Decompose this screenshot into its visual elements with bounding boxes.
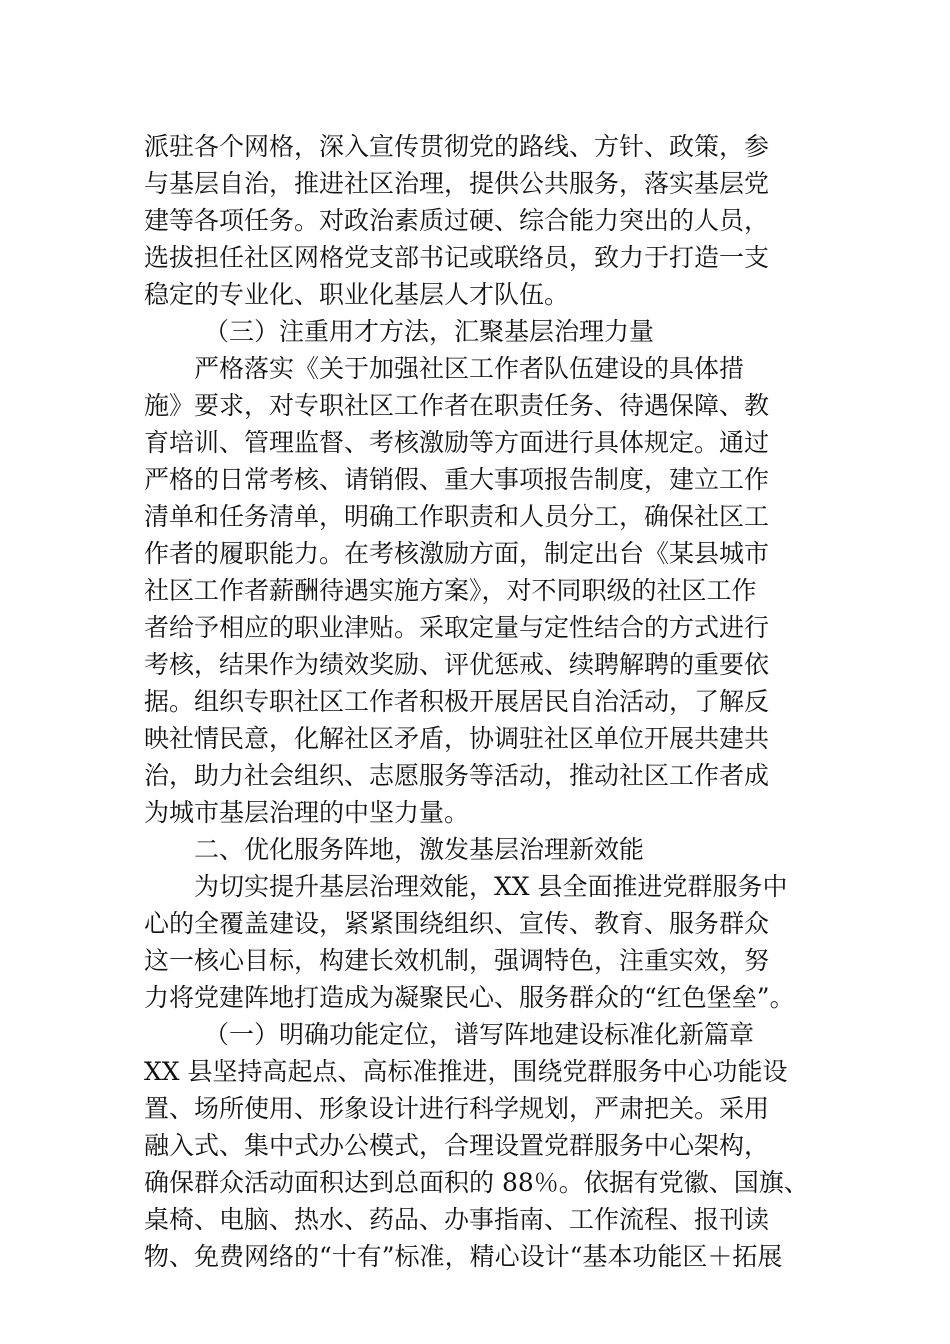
body-line: 作者的履职能力。在考核激励方面，制定出台《某县城市 [144, 539, 770, 568]
body-line: 施》要求，对专职社区工作者在职责任务、待遇保障、教 [144, 391, 770, 420]
body-line: 映社情民意，化解社区矛盾，协调驻社区单位开展共建共 [144, 724, 770, 753]
body-line: 与基层自治，推进社区治理，提供公共服务，落实基层党 [144, 169, 770, 198]
body-line: 者给予相应的职业津贴。采取定量与定性结合的方式进行 [144, 613, 770, 642]
body-line: 力将党建阵地打造成为凝聚民心、服务群众的“红色堡垒”。 [144, 983, 795, 1012]
body-line: 考核，结果作为绩效奖励、评优惩戒、续聘解聘的重要依 [144, 650, 770, 679]
body-line: 融入式、集中式办公模式，合理设置党群服务中心架构， [144, 1131, 770, 1160]
subsection-heading: （一）明确功能定位，谱写阵地建设标准化新篇章 [204, 1020, 755, 1049]
body-line: XX 县坚持高起点、高标准推进，围绕党群服务中心功能设 [144, 1057, 788, 1086]
body-line: 严格落实《关于加强社区工作者队伍建设的具体措 [194, 354, 745, 383]
body-line: 治，助力社会组织、志愿服务等活动，推动社区工作者成 [144, 761, 770, 790]
body-line: 为切实提升基层治理效能，XX 县全面推进党群服务中 [194, 872, 788, 901]
body-line: 清单和任务清单，明确工作职责和人员分工，确保社区工 [144, 502, 770, 531]
body-line: 物、免费网络的“十有”标准，精心设计“基本功能区＋拓展 [144, 1242, 783, 1271]
body-line: 这一核心目标，构建长效机制，强调特色，注重实效，努 [144, 946, 770, 975]
body-line: 确保群众活动面积达到总面积的 88％。依据有党徽、国旗、 [144, 1168, 809, 1197]
body-line: 严格的日常考核、请销假、重大事项报告制度，建立工作 [144, 465, 770, 494]
body-line: 稳定的专业化、职业化基层人才队伍。 [144, 280, 570, 309]
body-line: 心的全覆盖建设，紧紧围绕组织、宣传、教育、服务群众 [144, 909, 770, 938]
body-line: 桌椅、电脑、热水、药品、办事指南、工作流程、报刊读 [144, 1205, 770, 1234]
section-heading: 二、优化服务阵地，激发基层治理新效能 [194, 835, 645, 864]
body-line: 为城市基层治理的中坚力量。 [144, 798, 470, 827]
body-line: 据。组织专职社区工作者积极开展居民自治活动，了解反 [144, 687, 770, 716]
body-line: 社区工作者薪酬待遇实施方案》，对不同职级的社区工作 [144, 576, 757, 605]
body-line: 选拔担任社区网格党支部书记或联络员，致力于打造一支 [144, 243, 770, 272]
body-line: 派驻各个网格，深入宣传贯彻党的路线、方针、政策，参 [144, 132, 770, 161]
body-line: 置、场所使用、形象设计进行科学规划，严肃把关。采用 [144, 1094, 770, 1123]
subsection-heading: （三）注重用才方法，汇聚基层治理力量 [204, 317, 655, 346]
document-body [144, 128, 824, 1275]
body-line: 建等各项任务。对政治素质过硬、综合能力突出的人员， [144, 206, 770, 235]
body-line: 育培训、管理监督、考核激励等方面进行具体规定。通过 [144, 428, 770, 457]
